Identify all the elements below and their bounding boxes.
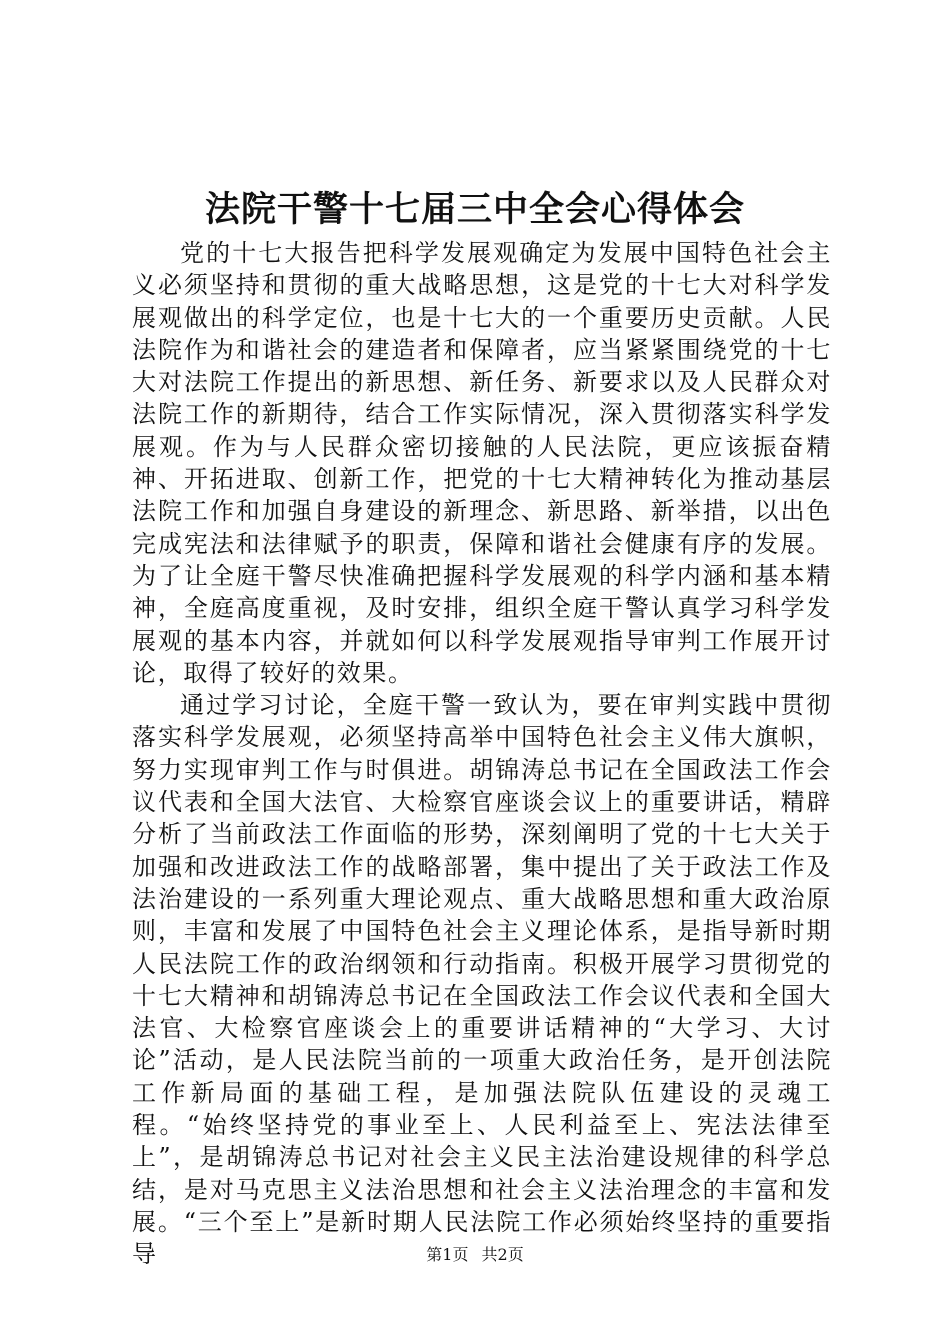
paragraph-2: 通过学习讨论，全庭干警一致认为，要在审判实践中贯彻落实科学发展观，必须坚持高举中国特色社会主义伟大旗帜，努力实现审判工作与时俱进。胡锦涛总书记在全国政法工作会议代表和全国大法官、大检察官座谈会议上的重要讲话，精辟分析了当前政法工作面临的形势，深刻阐明了党的十七大关于加强和改进政法工作的战略部署，集中提出了关于政法工作及法治建设的一系列重大理论观点、重大战略思想和重大政治原则，丰富和发展了中国特色社会主义理论体系，是指导新时期人民法院工作的政治纲领和行动指南。积极开展学习贯彻党的十七大精神和胡锦涛总书记在全国政法工作会议代表和全国大法官、大检察官座谈会上的重要讲话精神的“大学习、大讨论”活动，是人民法院当前的一项重大政治任务，是开创法院工作新局面的基础工程，是加强法院队伍建设的灵魂工程。“始终坚持党的事业至上、人民利益至上、宪法法律至上”，是胡锦涛总书记对社会主义民主法治建设规律的科学总结，是对马克思主义法治思想和社会主义法治理念的丰富和发展。“三个至上”是新时期人民法院工作必须始终坚持的重要指导 — [132, 691, 832, 1269]
page-number: 第1页 — [426, 1245, 469, 1264]
page-total: 共2页 — [481, 1245, 524, 1264]
document-body — [132, 237, 832, 1271]
page-title: 法院干警十七届三中全会心得体会 — [204, 189, 745, 230]
page-footer — [0, 1245, 950, 1265]
paragraph-1: 党的十七大报告把科学发展观确定为发展中国特色社会主义必须坚持和贯彻的重大战略思想，这是党的十七大对科学发展观做出的科学定位，也是十七大的一个重要历史贡献。人民法院作为和谐社会的建造者和保障者，应当紧紧围绕党的十七大对法院工作提出的新思想、新任务、新要求以及人民群众对法院工作的新期待，结合工作实际情况，深入贯彻落实科学发展观。作为与人民群众密切接触的人民法院，更应该振奋精神、开拓进取、创新工作，把党的十七大精神转化为推动基层法院工作和加强自身建设的新理念、新思路、新举措，以出色完成宪法和法律赋予的职责，保障和谐社会健康有序的发展。为了让全庭干警尽快准确把握科学发展观的科学内涵和基本精神，全庭高度重视，及时安排，组织全庭干警认真学习科学发展观的基本内容，并就如何以科学发展观指导审判工作展开讨论，取得了较好的效果。 — [132, 239, 832, 687]
